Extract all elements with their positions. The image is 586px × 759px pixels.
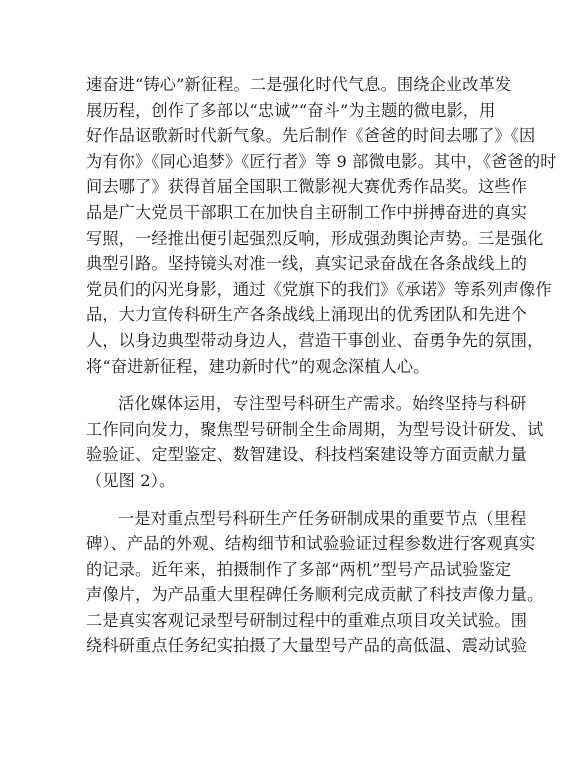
paragraph-3 [86,506,544,660]
text-line: 展历程，创作了多部以“忠诚”“奋斗”为主题的微电影，用 [86,100,496,120]
text-line: 的记录。近年来，拍摄制作了多部“两机”型号产品试验鉴定 [86,559,512,579]
paragraph-gap [86,379,506,391]
text-line: 验验证、定型鉴定、数智建设、科技档案建设等方面贡献力量 [86,445,528,465]
document-page [86,72,557,659]
text-line: 将“奋进新征程，建功新时代”的观念深植人心。 [86,356,430,376]
text-line: （见图 2）。 [86,470,176,490]
text-line: 人，以身边典型带动身边人，营造干事创业、奋勇争先的氛围， [86,330,544,350]
text-line: 声像片，为产品重大里程碑任务顺利完成贡献了科技声像力量。 [86,585,544,605]
text-line: 为有你》《同心追梦》《匠行者》等 9 部微电影。其中，《爸爸的时 [86,151,557,171]
paragraph-1 [86,72,557,379]
text-line: 速奋进“铸心”新征程。二是强化时代气息。围绕企业改革发 [86,75,512,94]
paragraph-2 [86,391,544,493]
text-line: 写照，一经推出便引起强烈反响，形成强劲舆论声势。三是强化 [86,228,544,248]
text-line: 好作品讴歌新时代新气象。先后制作《爸爸的时间去哪了》《因 [86,126,536,146]
paragraph-gap [86,494,506,506]
text-line: 党员们的闪光身影，通过《党旗下的我们》《承诺》等系列声像作 [86,279,552,299]
text-line: 绕科研重点任务纪实拍摄了大量型号产品的高低温、震动试验 [86,636,528,656]
text-line: 一是对重点型号科研生产任务研制成果的重要节点（里程 [118,508,527,528]
text-line: 活化媒体运用，专注型号科研生产需求。始终坚持与科研 [118,394,527,414]
text-line: 二是真实客观记录型号研制过程中的重难点项目攻关试验。围 [86,610,528,630]
text-line: 碑）、产品的外观、结构细节和试验验证过程参数进行客观真实 [86,534,536,554]
text-line: 间去哪了》获得首届全国职工微影视大赛优秀作品奖。这些作 [86,177,528,197]
text-line: 品，大力宣传科研生产各条战线上涌现出的优秀团队和先进个 [86,305,528,325]
text-line: 典型引路。坚持镜头对准一线，真实记录奋战在各条战线上的 [86,254,528,274]
text-line: 工作同向发力，聚焦型号研制全生命周期，为型号设计研发、试 [86,419,544,439]
text-line: 品是广大党员干部职工在加快自主研制工作中拼搏奋进的真实 [86,202,528,222]
